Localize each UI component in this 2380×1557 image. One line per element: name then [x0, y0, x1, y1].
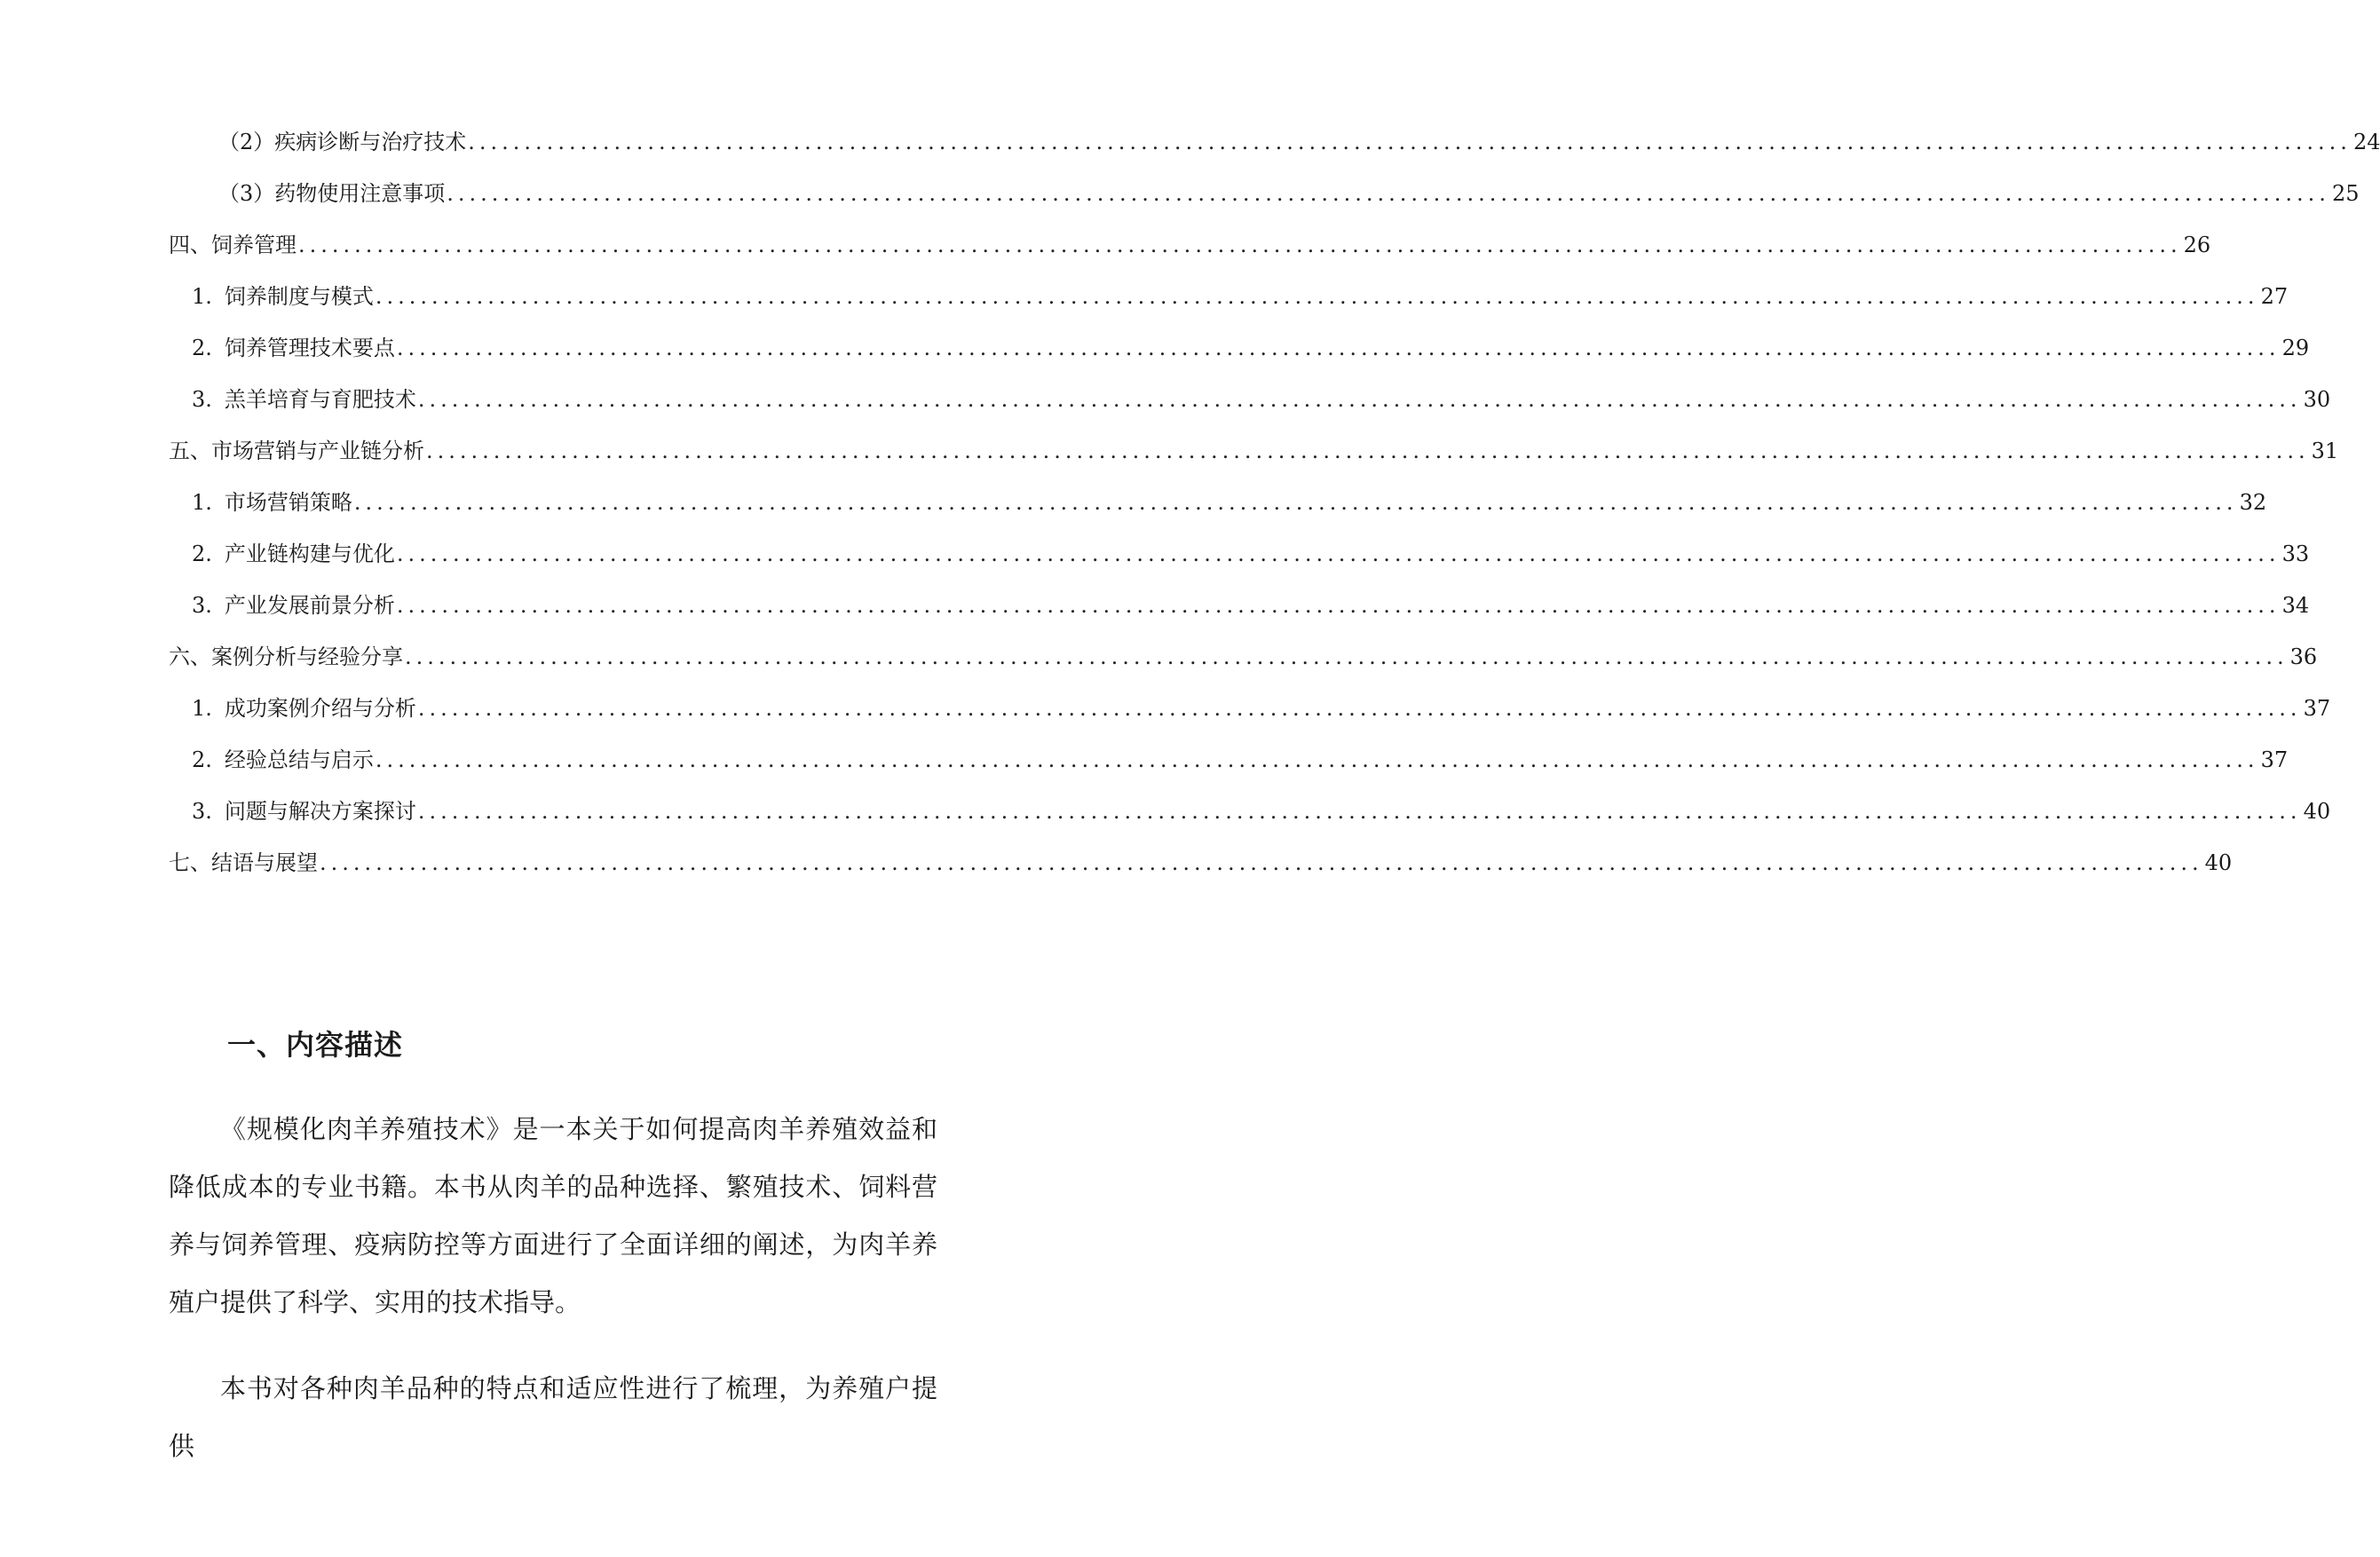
toc-entry-label: 六、案例分析与经验分享 [169, 644, 403, 669]
toc-leader-dots [426, 433, 2310, 469]
toc-leader-dots [447, 176, 2330, 211]
toc-entry-number: 3. [192, 799, 212, 824]
toc-entry-label: （3）药物使用注意事项 [218, 181, 446, 206]
toc-entry-label: 七、结语与展望 [169, 850, 318, 875]
toc-entry-label: 市场营销策略 [224, 490, 352, 515]
toc-entry-label: 饲养管理技术要点 [224, 336, 395, 360]
toc-leader-dots [418, 691, 2302, 726]
toc-entry-label: 产业发展前景分析 [224, 593, 395, 618]
toc-entry[interactable] [192, 536, 2310, 572]
toc-entry-page: 40 [2204, 850, 2233, 875]
toc-leader-dots [405, 639, 2289, 675]
toc-entry-label: 四、饲养管理 [169, 233, 297, 257]
toc-leader-dots [418, 382, 2302, 417]
toc-leader-dots [320, 845, 2203, 881]
toc-entry-page: 25 [2331, 181, 2360, 206]
toc-entry-page: 32 [2239, 490, 2267, 515]
toc-entry-number: 2. [192, 747, 212, 772]
toc-leader-dots [354, 485, 2238, 520]
toc-entry-page: 40 [2303, 799, 2331, 824]
toc-entry-number: 1. [192, 284, 212, 309]
toc-entry[interactable] [192, 588, 2310, 623]
toc-entry[interactable] [169, 639, 2318, 675]
toc-entry-page: 34 [2281, 593, 2310, 618]
toc-entry[interactable] [169, 227, 2211, 263]
toc-entry-number: 1. [192, 490, 212, 515]
toc-entry-page: 30 [2303, 387, 2331, 412]
toc-entry-label: 饲养制度与模式 [224, 284, 374, 309]
toc-entry-label: 问题与解决方案探讨 [224, 799, 416, 824]
toc-entry-label: 羔羊培育与育肥技术 [224, 387, 416, 412]
toc-entry-number: 3. [192, 387, 212, 412]
toc-entry-page: 24 [2352, 130, 2380, 154]
toc-entry-label: 经验总结与启示 [224, 747, 374, 772]
toc-entry[interactable] [192, 279, 2289, 314]
toc-entry[interactable] [169, 845, 2233, 881]
toc-entry-label: 成功案例介绍与分析 [224, 696, 416, 721]
toc-entry-number: 2. [192, 336, 212, 360]
toc-entry[interactable] [169, 433, 2339, 469]
toc-entry-page: 27 [2260, 284, 2289, 309]
toc-entry-page: 31 [2311, 439, 2339, 463]
toc-entry[interactable] [218, 124, 2380, 160]
toc-leader-dots [418, 794, 2302, 829]
toc-entry-page: 26 [2183, 233, 2211, 257]
toc-entry[interactable] [192, 485, 2267, 520]
toc-leader-dots [468, 124, 2352, 160]
toc-leader-dots [397, 536, 2281, 572]
toc-entry-number: 3. [192, 593, 212, 618]
toc-entry-page: 37 [2260, 747, 2289, 772]
toc-entry-label: 五、市场营销与产业链分析 [169, 439, 424, 463]
toc-entry-page: 33 [2281, 541, 2310, 566]
toc-entry[interactable] [192, 330, 2310, 366]
toc-entry-label: 产业链构建与优化 [224, 541, 395, 566]
toc-entry[interactable] [218, 176, 2360, 211]
toc-entry[interactable] [192, 794, 2331, 829]
body-paragraph: 《规模化肉羊养殖技术》是一本关于如何提高肉羊养殖效益和降低成本的专业书籍。本书从肉羊的品种选择、繁殖技术、饲料营养与饲养管理、疫病防控等方面进行了全面详细的阐述，为肉羊养殖户提供了科学、实用的技术指导。 [169, 1114, 937, 1317]
toc-entry[interactable] [192, 691, 2331, 726]
body-paragraph: 本书对各种肉羊品种的特点和适应性进行了梳理，为养殖户提供 [169, 1373, 937, 1461]
toc-leader-dots [376, 279, 2259, 314]
toc-entry-number: 2. [192, 541, 212, 566]
toc-entry[interactable] [192, 382, 2331, 417]
toc-leader-dots [397, 330, 2281, 366]
toc-entry[interactable] [192, 742, 2289, 778]
toc-entry-number: 1. [192, 696, 212, 721]
toc-leader-dots [376, 742, 2259, 778]
toc-entry-page: 37 [2303, 696, 2331, 721]
toc-entry-page: 36 [2289, 644, 2318, 669]
toc-entry-label: （2）疾病诊断与治疗技术 [218, 130, 467, 154]
toc-leader-dots [298, 227, 2182, 263]
toc-entry-page: 29 [2281, 336, 2310, 360]
toc-leader-dots [397, 588, 2281, 623]
section-heading: 一、内容描述 [227, 1028, 404, 1062]
